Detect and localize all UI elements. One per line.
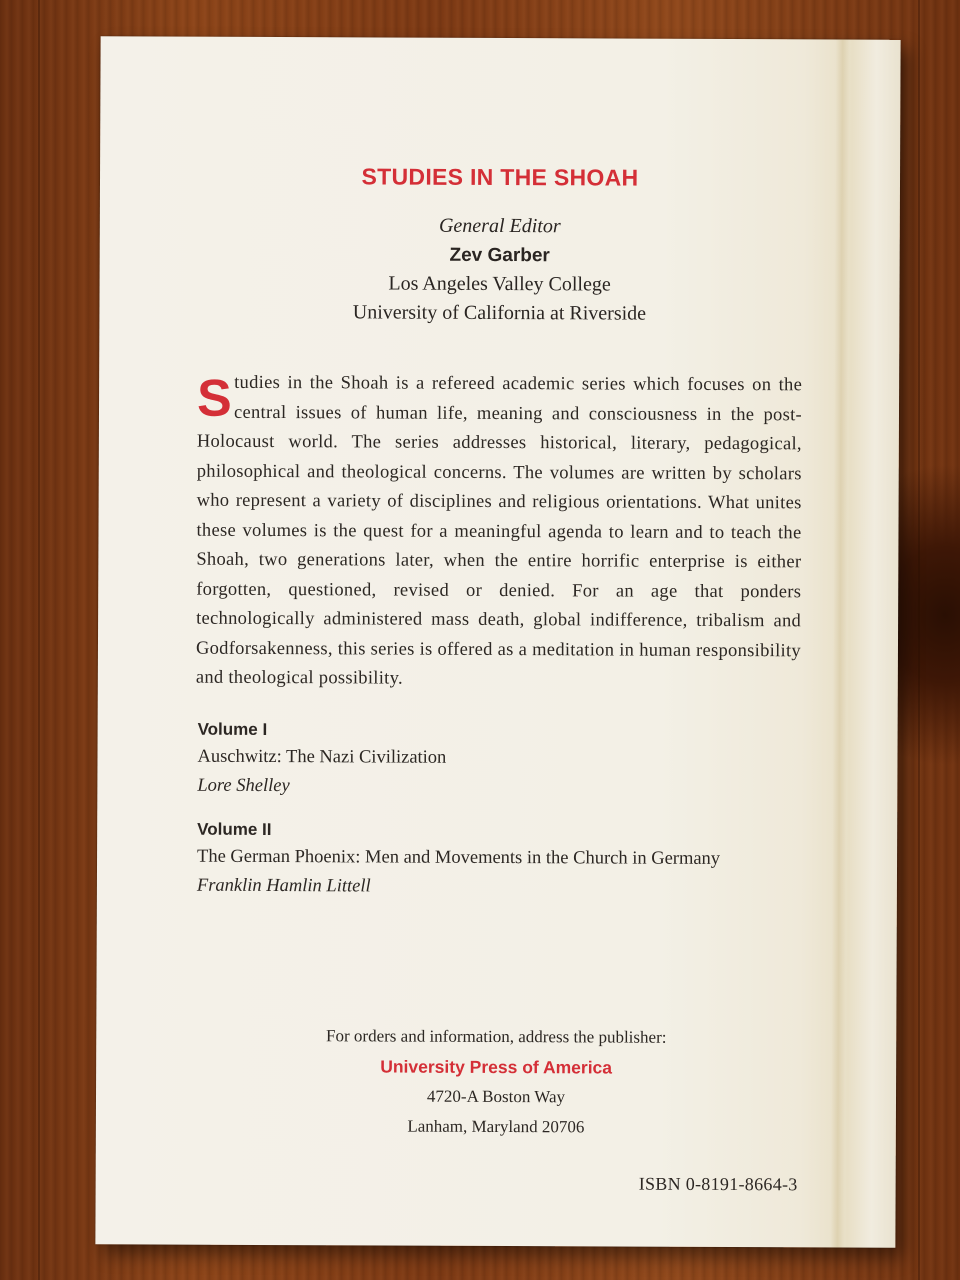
- volume-label: Volume II: [197, 819, 272, 840]
- drop-cap: S: [196, 369, 233, 428]
- volume-author: Franklin Hamlin Littell: [196, 875, 371, 897]
- volume-entry: [197, 817, 817, 904]
- series-title: STUDIES IN THE SHOAH: [361, 163, 639, 191]
- editor-role: General Editor: [438, 214, 561, 238]
- volume-title: The German Phoenix: Men and Movements in the Church in Germany: [197, 846, 721, 869]
- series-description: [196, 369, 802, 696]
- publisher-block: [196, 1021, 797, 1144]
- publisher-street: 4720-A Boston Way: [426, 1086, 566, 1107]
- volume-label: Volume I: [197, 719, 268, 739]
- publisher-city: Lanham, Maryland 20706: [407, 1116, 585, 1137]
- editor-name: Zev Garber: [449, 244, 550, 267]
- editor-block: [199, 211, 800, 330]
- editor-affiliation-2: University of California at Riverside: [352, 301, 647, 325]
- isbn: ISBN 0-8191-8664-3: [638, 1173, 798, 1195]
- wood-grain-line: [38, 0, 40, 1280]
- book-back-cover: [95, 36, 900, 1247]
- volume-title: Auschwitz: The Nazi Civilization: [197, 746, 447, 768]
- wood-grain-line: [918, 0, 920, 1280]
- series-description-text: tudies in the Shoah is a refereed academic series which focuses on the central issues of human life, meaning and consciousness in the post-Holocaust world. The series addresses historical, literary, pedagogical, philosophical and theological concerns. The volumes are written by scholars who represent a variety of disciplines and religious orientations. What unites these volumes is the quest for a meaningful agenda to learn and to teach the Shoah, two generations later, when the entire horrific enterprise is either forgotten, questioned, revised or denied. For an age that ponders technologically administered mass death, global indifference, tribalism and Godforsakenness, this series is offered as a meditation in human responsibility and theological possibility.: [195, 372, 803, 689]
- volume-author: Lore Shelley: [197, 775, 290, 797]
- volume-entry: [197, 717, 817, 804]
- volume-list: [197, 717, 818, 920]
- publisher-intro: For orders and information, address the publisher:: [326, 1026, 667, 1047]
- spine-fold: [830, 39, 849, 1247]
- editor-affiliation-1: Los Angeles Valley College: [388, 272, 611, 296]
- publisher-name: University Press of America: [380, 1056, 613, 1078]
